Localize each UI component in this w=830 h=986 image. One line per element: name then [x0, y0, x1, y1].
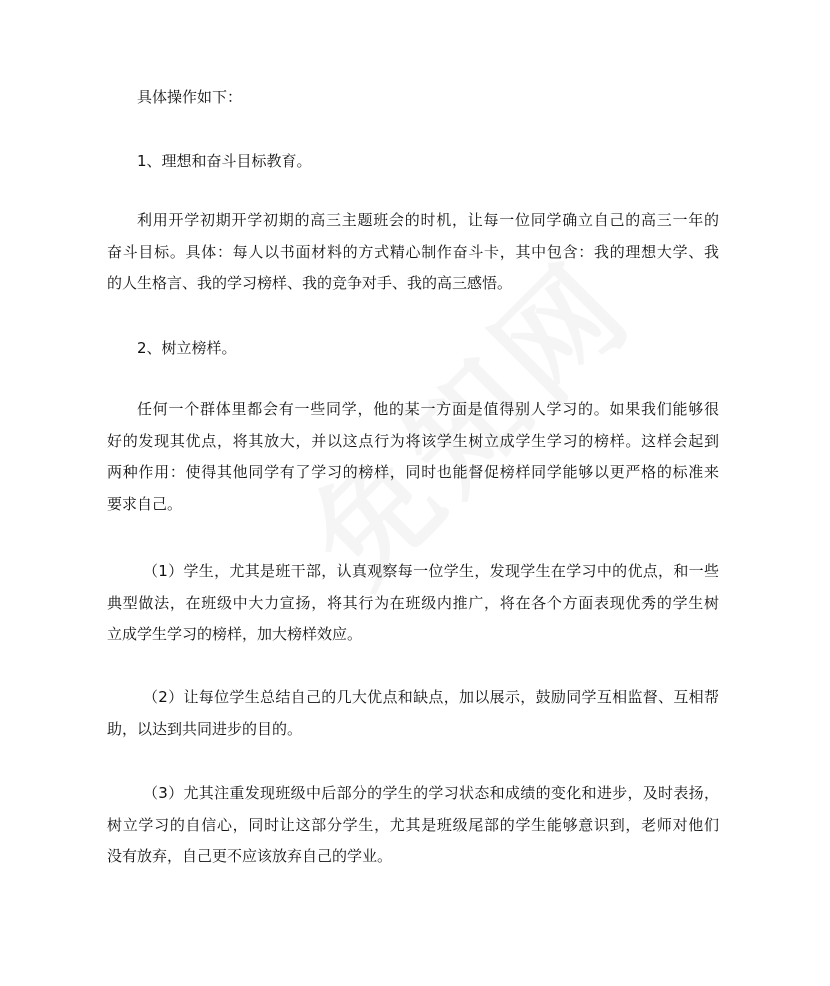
paragraph-6: [107, 556, 719, 651]
text-line: 具体操作如下：: [137, 88, 243, 106]
text-line: 任何一个群体里都会有一些同学，他的某一方面是值得别人学习的。如果我们能够很: [137, 400, 719, 418]
text-line: 没有放弃，自己更不应该放弃自己的学业。: [107, 847, 393, 866]
text-line: 奋斗目标。具体：每人以书面材料的方式精心制作奋斗卡，其中包含：我的理想大学、我: [107, 242, 719, 261]
paragraph-3: [107, 205, 719, 300]
text-line: 两种作用：使得其他同学有了学习的榜样，同时也能督促榜样同学能够以更严格的标准来: [107, 463, 719, 482]
text-line: 2、树立榜样。: [137, 339, 237, 357]
paragraph-4: [107, 333, 719, 365]
text-line: 的人生格言、我的学习榜样、我的竞争对手、我的高三感悟。: [107, 274, 513, 293]
text-line: 立成学生学习的榜样，加大榜样效应。: [107, 625, 363, 644]
text-line: 助，以达到共同进步的目的。: [107, 719, 303, 738]
text-line: 1、理想和奋斗目标教育。: [137, 152, 312, 170]
paragraph-8: [107, 778, 719, 873]
text-line: （1）学生，尤其是班干部，认真观察每一位学生，发现学生在学习中的优点，和一些: [143, 562, 719, 580]
text-line: 利用开学初期开学初期的高三主题班会的时机，让每一位同学确立自己的高三一年的: [137, 211, 719, 229]
text-line: （3）尤其注重发现班级中后部分的学生的学习状态和成绩的变化和进步，及时表扬，: [143, 784, 719, 802]
text-line: （2）让每位学生总结自己的几大优点和缺点，加以展示，鼓励同学互相监督、互相帮: [143, 688, 719, 706]
paragraph-2: [107, 146, 719, 178]
text-line: 要求自己。: [107, 494, 183, 513]
paragraph-5: [107, 394, 719, 520]
text-line: 好的发现其优点，将其放大，并以这点行为将该学生树立成学生学习的榜样。这样会起到: [107, 431, 719, 450]
text-line: 树立学习的自信心，同时让这部分学生，尤其是班级尾部的学生能够意识到，老师对他们: [107, 815, 719, 834]
paragraph-1: [107, 82, 719, 114]
text-line: 典型做法，在班级中大力宣扬，将其行为在班级内推广，将在各个方面表现优秀的学生树: [107, 593, 719, 612]
paragraph-7: [107, 682, 719, 745]
